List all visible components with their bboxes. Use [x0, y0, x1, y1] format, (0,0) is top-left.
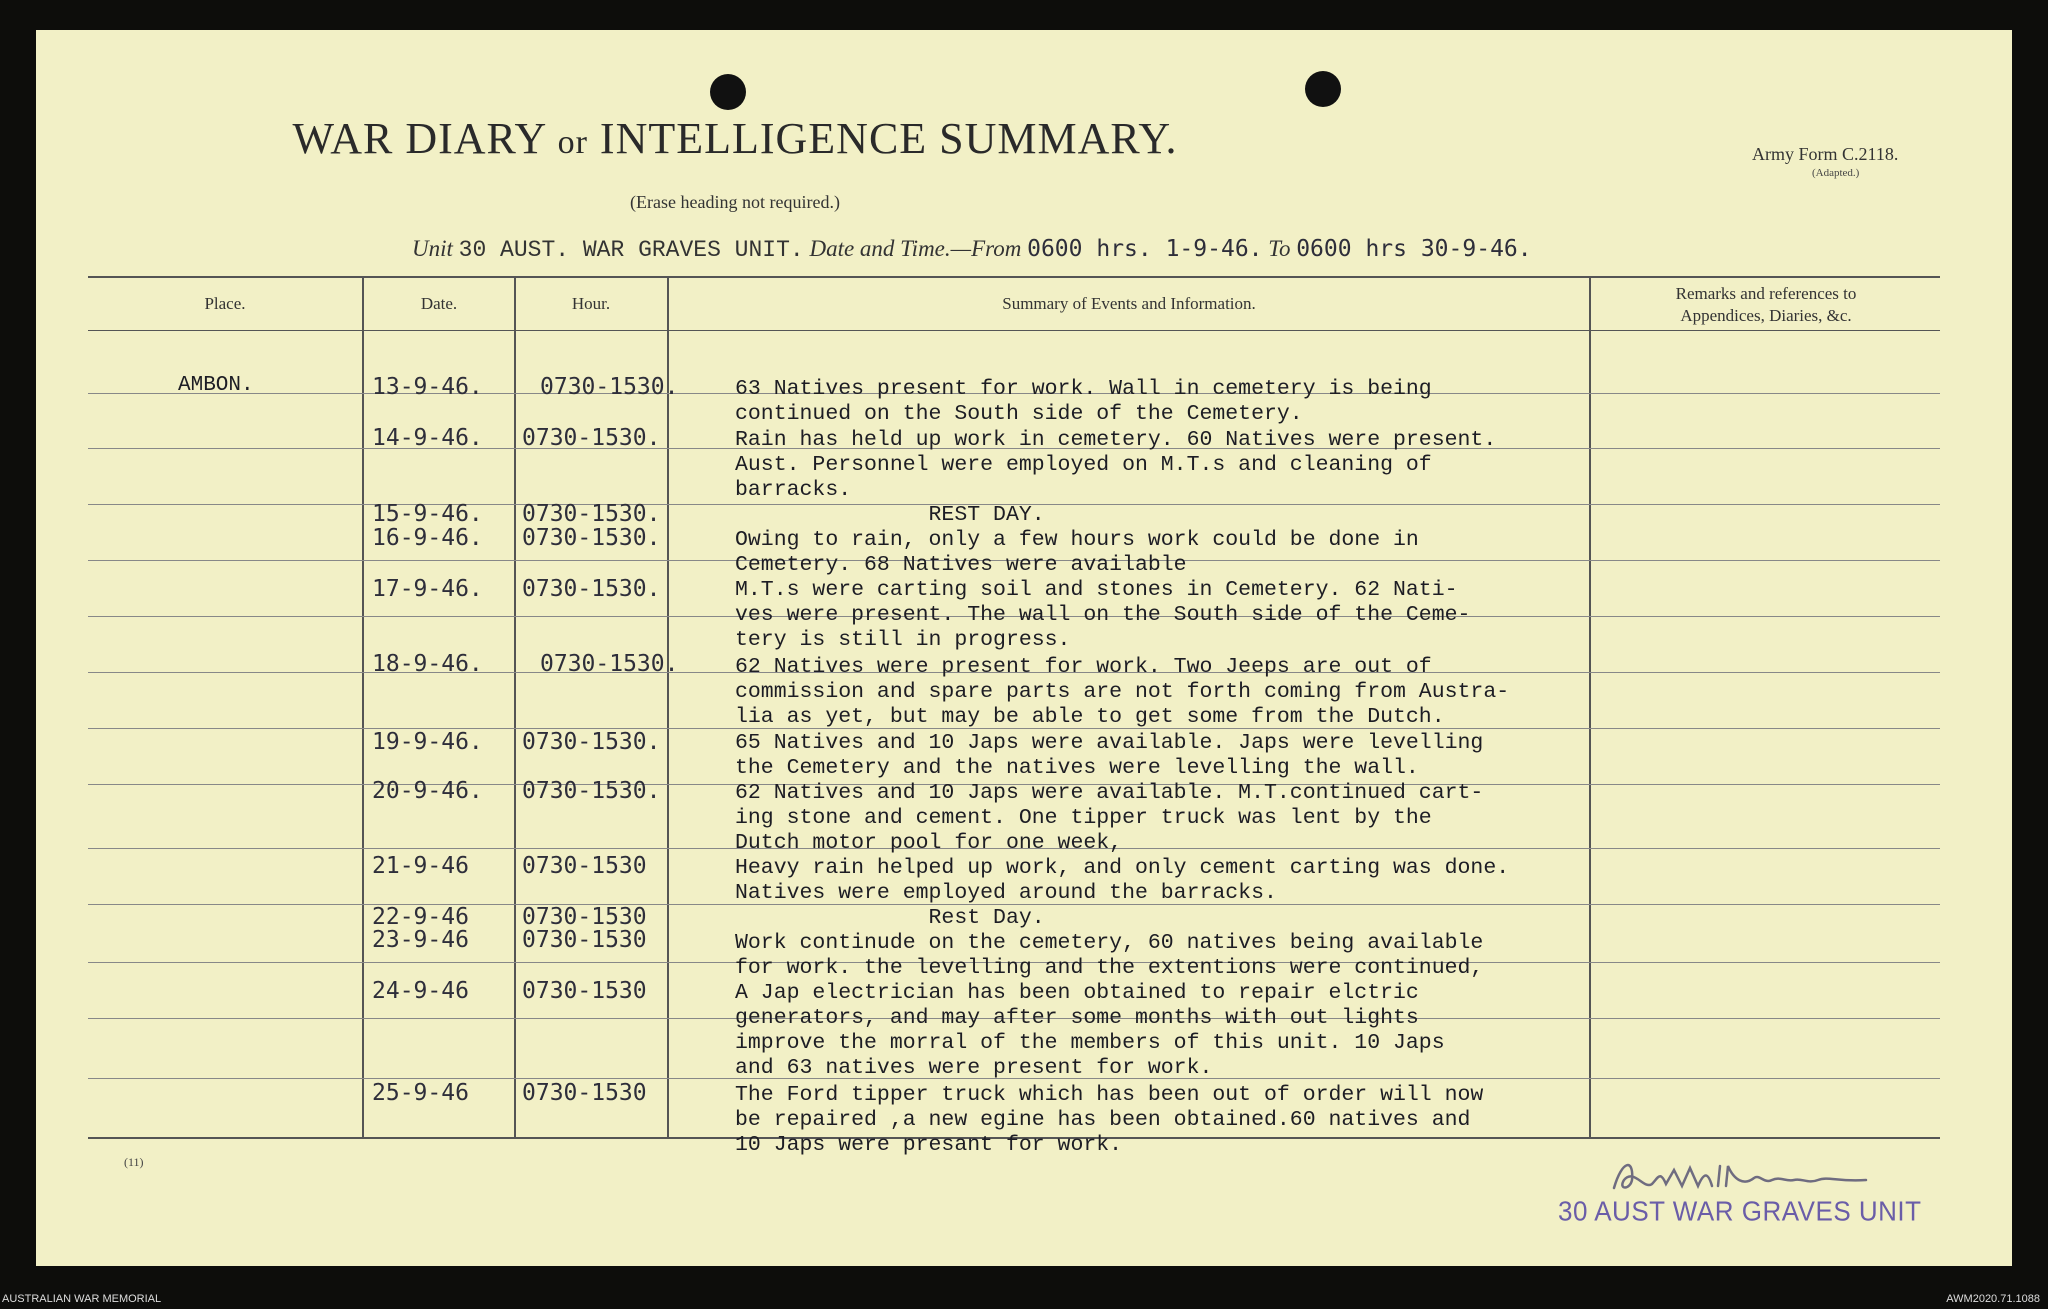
summary-line: ing stone and cement. One tipper truck was lent by the	[735, 806, 1432, 830]
summary-line: Work continude on the cemetery, 60 natives being available	[735, 931, 1484, 955]
column-divider	[514, 276, 516, 1138]
summary-cell	[735, 377, 1432, 427]
summary-cell	[735, 578, 1470, 653]
date-cell: 14-9-46.	[372, 425, 483, 451]
remarks-header-line: Appendices, Diaries, &c.	[1680, 306, 1852, 325]
hour-cell: 0730-1530.	[522, 425, 661, 451]
hour-cell: 0730-1530	[522, 904, 647, 930]
date-cell: 13-9-46.	[372, 374, 483, 400]
summary-cell	[735, 731, 1483, 781]
to-label: To	[1268, 236, 1291, 261]
date-cell: 21-9-46	[372, 853, 469, 879]
date-cell: 24-9-46	[372, 978, 469, 1004]
summary-cell	[735, 981, 1445, 1081]
place-cell: AMBON.	[178, 374, 254, 397]
summary-cell	[735, 906, 1045, 931]
summary-line: Natives were employed around the barracks.	[735, 881, 1277, 905]
hour-cell: 0730-1530	[522, 853, 647, 879]
summary-line: 62 Natives were present for work. Two Jeeps are out of	[735, 655, 1432, 679]
summary-line: M.T.s were carting soil and stones in Cemetery. 62 Nati-	[735, 578, 1458, 602]
summary-line: improve the morral of the members of this unit. 10 Japs	[735, 1031, 1445, 1055]
summary-line: Rain has held up work in cemetery. 60 Natives were present.	[735, 428, 1497, 452]
summary-line: tery is still in progress.	[735, 628, 1071, 652]
unit-label: Unit	[412, 236, 453, 261]
summary-line: for work. the levelling and the extentions were continued,	[735, 956, 1484, 980]
summary-line: The Ford tipper truck which has been out of order will now	[735, 1083, 1484, 1107]
to-value: 0600 hrs 30-9-46.	[1296, 236, 1532, 262]
summary-line: ves were present. The wall on the South side of the Ceme-	[735, 603, 1471, 627]
summary-line: lia as yet, but may be able to get some from the Dutch.	[735, 705, 1445, 729]
date-cell: 23-9-46	[372, 927, 469, 953]
summary-line: Heavy rain helped up work, and only cement carting was done.	[735, 856, 1510, 880]
army-form-label: Army Form C.2118.	[1752, 144, 1899, 164]
date-cell: 19-9-46.	[372, 729, 483, 755]
date-cell: 17-9-46.	[372, 576, 483, 602]
summary-cell	[735, 428, 1496, 503]
summary-line: REST DAY.	[735, 503, 1045, 527]
summary-line: be repaired ,a new egine has been obtained.60 natives and	[735, 1108, 1471, 1132]
summary-cell	[735, 503, 1045, 528]
archive-reference: AWM2020.71.1088	[1946, 1293, 2040, 1305]
date-cell: 18-9-46.	[372, 651, 483, 677]
summary-cell	[735, 528, 1419, 578]
summary-line: barracks.	[735, 478, 852, 502]
summary-line: generators, and may after some months with out lights	[735, 1006, 1419, 1030]
unit-line	[412, 236, 1532, 263]
hour-cell: 0730-1530.	[522, 778, 661, 804]
summary-line: Cemetery. 68 Natives were available	[735, 553, 1187, 577]
army-form-sub: (Adapted.)	[1812, 167, 1860, 179]
column-header-remarks	[1591, 283, 1941, 327]
page-title	[0, 113, 1470, 164]
unit-stamp: 30 AUST WAR GRAVES UNIT	[1558, 1195, 1922, 1227]
table-top-border	[88, 276, 1940, 278]
summary-line: commission and spare parts are not forth coming from Austra-	[735, 680, 1510, 704]
summary-cell	[735, 856, 1509, 906]
archive-credit: AUSTRALIAN WAR MEMORIAL	[2, 1293, 162, 1305]
header-bottom-border	[88, 330, 1940, 331]
date-cell: 20-9-46.	[372, 778, 483, 804]
summary-line: and 63 natives were present for work.	[735, 1056, 1213, 1080]
punch-hole	[710, 74, 746, 110]
unit-value: 30 AUST. WAR GRAVES UNIT.	[458, 237, 804, 263]
column-header-place: Place.	[204, 294, 246, 313]
date-label: Date and Time.—From	[809, 236, 1022, 261]
column-header-summary: Summary of Events and Information.	[1002, 294, 1256, 313]
summary-line: 10 Japs were presant for work.	[735, 1133, 1123, 1157]
column-header-date: Date.	[420, 294, 458, 313]
hour-cell: 0730-1530	[522, 927, 647, 953]
column-divider	[1589, 276, 1591, 1138]
summary-line: A Jap electrician has been obtained to repair elctric	[735, 981, 1419, 1005]
summary-line: 62 Natives and 10 Japs were available. M.T.continued cart-	[735, 781, 1484, 805]
form-number: (11)	[124, 1155, 144, 1169]
hour-cell: 0730-1530.	[522, 729, 661, 755]
title-part: INTELLIGENCE SUMMARY.	[599, 114, 1178, 163]
date-cell: 15-9-46.	[372, 501, 483, 527]
summary-line: 65 Natives and 10 Japs were available. Japs were levelling	[735, 731, 1484, 755]
summary-cell	[735, 655, 1509, 730]
summary-line: Aust. Personnel were employed on M.T.s and cleaning of	[735, 453, 1432, 477]
hour-cell: 0730-1530	[522, 1080, 647, 1106]
date-cell: 22-9-46	[372, 904, 469, 930]
column-divider	[362, 276, 364, 1138]
hour-cell: 0730-1530.	[540, 374, 679, 400]
title-part: WAR DIARY	[292, 114, 546, 163]
hour-cell: 0730-1530.	[522, 501, 661, 527]
summary-line: Dutch motor pool for one week,	[735, 831, 1123, 855]
summary-line: 63 Natives present for work. Wall in cemetery is being	[735, 377, 1432, 401]
column-divider	[667, 276, 669, 1138]
summary-cell	[735, 931, 1483, 981]
subtitle: (Erase heading not required.)	[630, 192, 840, 212]
title-or: or	[557, 124, 588, 161]
summary-line: Owing to rain, only a few hours work could be done in	[735, 528, 1419, 552]
handwritten-signature	[1604, 1150, 1874, 1200]
hour-cell: 0730-1530	[522, 978, 647, 1004]
summary-line: the Cemetery and the natives were levelling the wall.	[735, 756, 1419, 780]
punch-hole	[1305, 71, 1341, 107]
hour-cell: 0730-1530.	[540, 651, 679, 677]
summary-line: continued on the South side of the Cemetery.	[735, 402, 1303, 426]
date-cell: 16-9-46.	[372, 525, 483, 551]
column-header-hour: Hour.	[571, 294, 611, 313]
summary-line: Rest Day.	[735, 906, 1045, 930]
summary-cell	[735, 781, 1483, 856]
summary-cell	[735, 1083, 1483, 1158]
from-value: 0600 hrs. 1-9-46.	[1027, 236, 1263, 262]
hour-cell: 0730-1530.	[522, 525, 661, 551]
hour-cell: 0730-1530.	[522, 576, 661, 602]
date-cell: 25-9-46	[372, 1080, 469, 1106]
remarks-header-line: Remarks and references to	[1675, 284, 1857, 303]
